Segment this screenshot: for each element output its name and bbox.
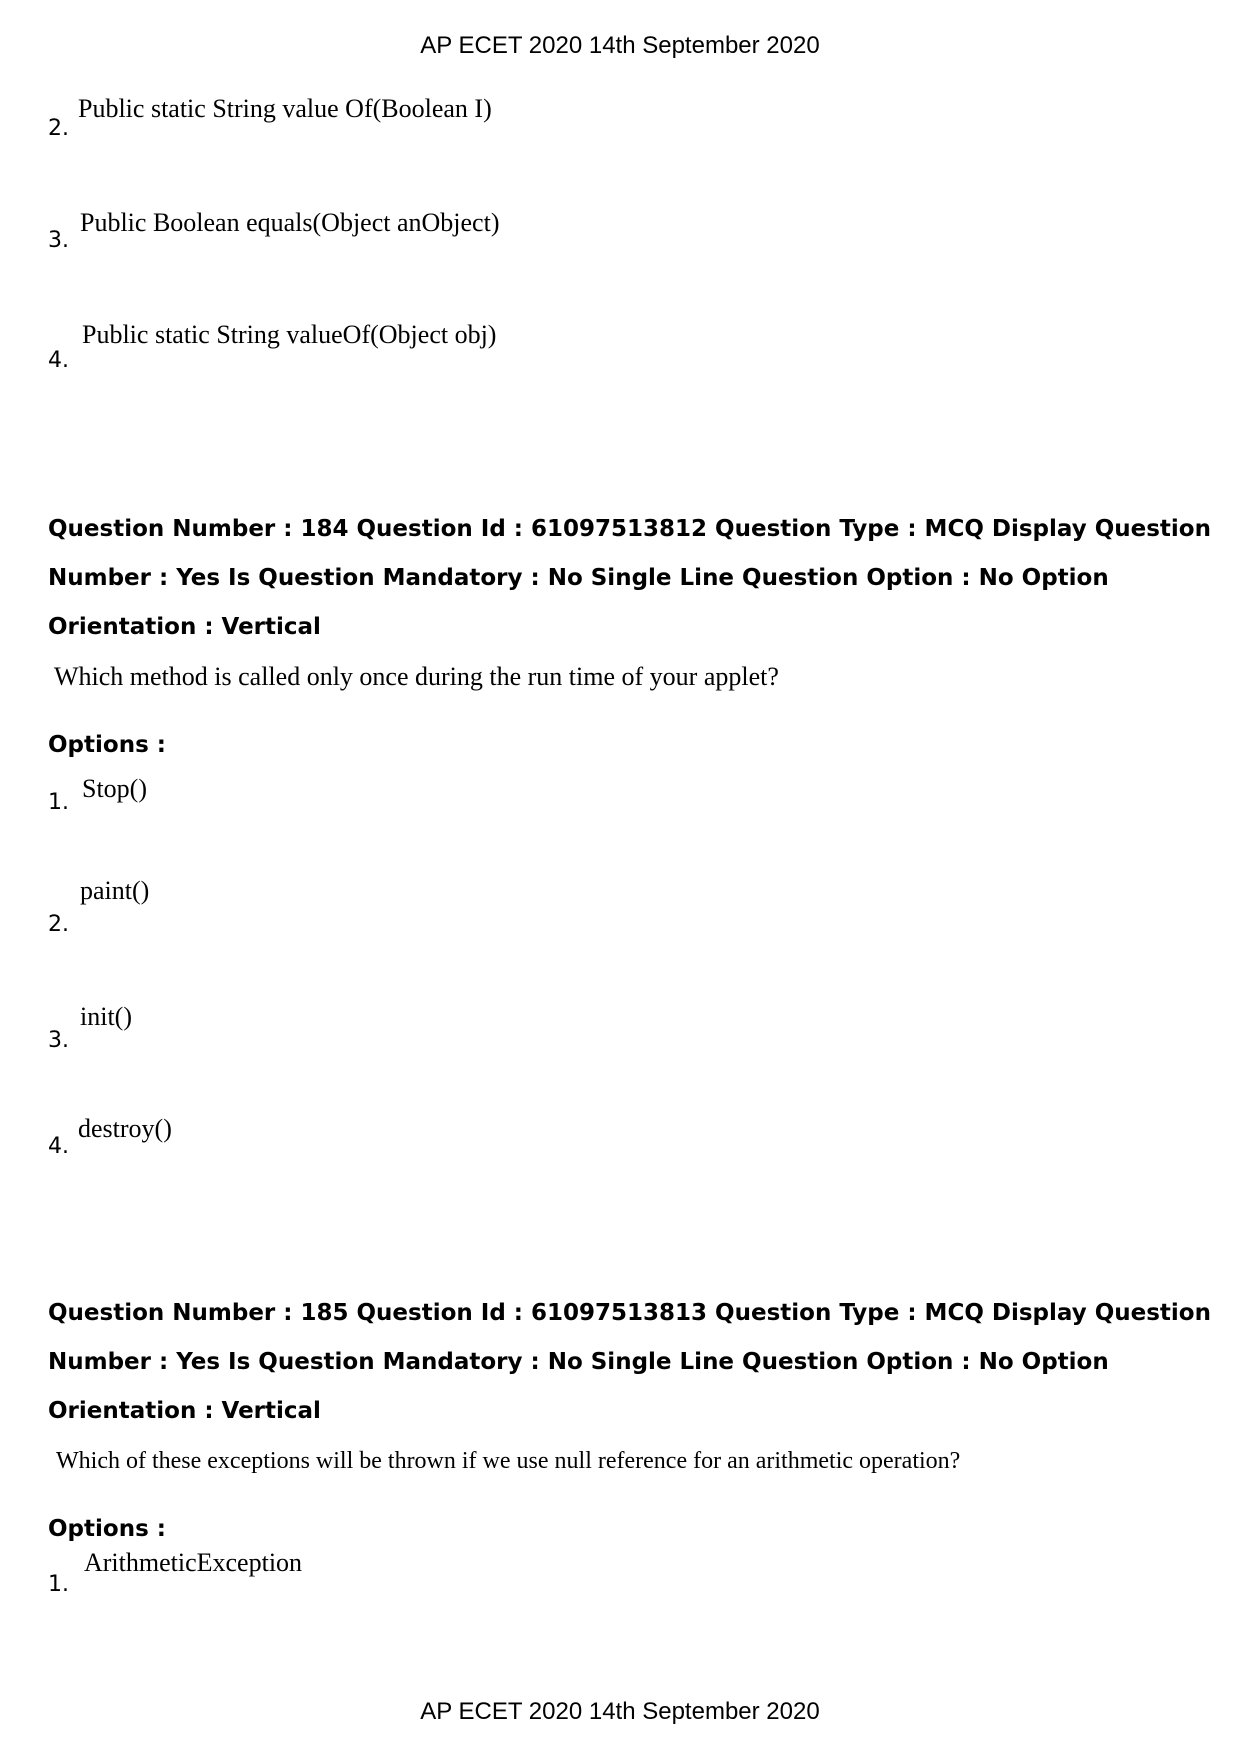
option-text: Public Boolean equals(Object anObject) [80,208,500,237]
page-header: AP ECET 2020 14th September 2020 [420,32,820,59]
option-text: init() [80,1002,132,1031]
option-text: Public static String valueOf(Object obj) [82,320,497,349]
option-text: destroy() [78,1114,172,1143]
option-number: 4. [48,348,69,373]
option-text: Public static String value Of(Boolean I) [78,94,492,123]
question-meta-line: Question Number : 184 Question Id : 61097513812 Question Type : MCQ Display Question [48,516,1211,542]
option-text: paint() [80,876,150,905]
option-number: 2. [48,116,69,141]
question-text: Which of these exceptions will be thrown if we use null reference for an arithmetic operation? [56,1448,961,1474]
option-text: ArithmeticException [84,1548,303,1577]
option-number: 3. [48,228,69,253]
option-number: 3. [48,1028,69,1053]
question-meta-line: Number : Yes Is Question Mandatory : No Single Line Question Option : No Option [48,1349,1109,1375]
question-meta-line: Orientation : Vertical [48,1398,321,1424]
option-number: 1. [48,790,69,815]
page-footer: AP ECET 2020 14th September 2020 [420,1698,820,1725]
option-number: 2. [48,912,69,937]
option-number: 4. [48,1134,69,1159]
options-label: Options : [48,732,166,758]
option-text: Stop() [82,774,147,803]
question-meta-line: Orientation : Vertical [48,614,321,640]
question-meta-line: Number : Yes Is Question Mandatory : No Single Line Question Option : No Option [48,565,1109,591]
question-text: Which method is called only once during the run time of your applet? [54,662,779,691]
options-label: Options : [48,1516,166,1542]
option-number: 1. [48,1572,69,1597]
question-meta-line: Question Number : 185 Question Id : 61097513813 Question Type : MCQ Display Question [48,1300,1211,1326]
